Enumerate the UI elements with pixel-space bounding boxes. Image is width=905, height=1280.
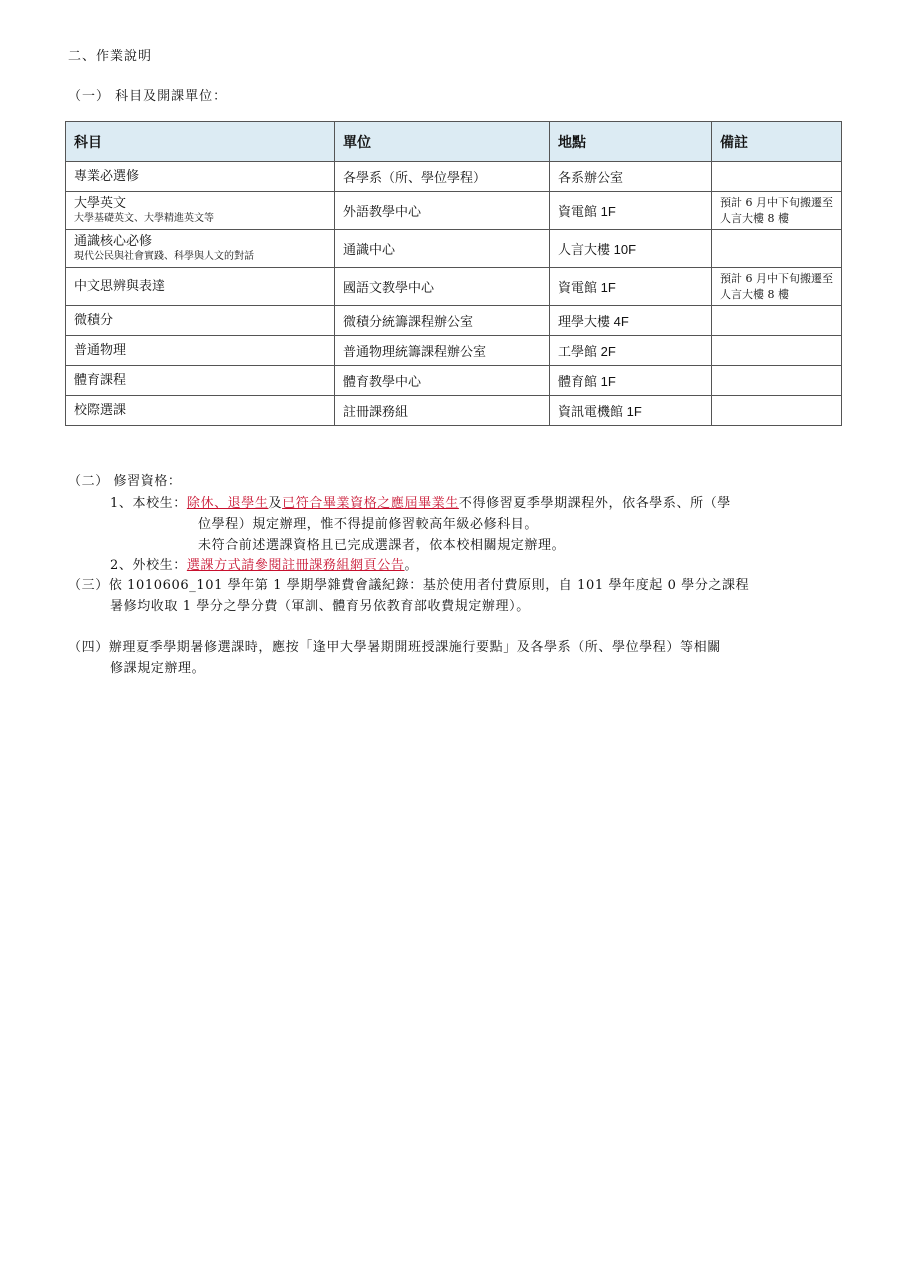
cell-subject: 校際選課 xyxy=(66,396,335,426)
table-row xyxy=(66,192,842,230)
cell-location: 各系辦公室 xyxy=(550,162,712,192)
cell-remark xyxy=(712,306,842,336)
header-subject: 科目 xyxy=(66,122,335,162)
table-row xyxy=(66,366,842,396)
cell-subject: 通識核心必修 現代公民與社會實踐、科學與人文的對話 xyxy=(66,230,335,268)
header-location: 地點 xyxy=(550,122,712,162)
cell-subject: 大學英文 大學基礎英文、大學精進英文等 xyxy=(66,192,335,230)
table-row xyxy=(66,336,842,366)
cell-remark xyxy=(712,162,842,192)
cell-location: 資訊電機館 1F xyxy=(550,396,712,426)
cell-subject: 專業必選修 xyxy=(66,162,335,192)
item-1-line-1: 1、本校生：除休、退學生及已符合畢業資格之應屆畢業生不得修習夏季學期課程外，依各學系、所（學 xyxy=(110,496,731,511)
table-row xyxy=(66,396,842,426)
subsection-2-title: （二） 修習資格： xyxy=(68,474,182,489)
table-row xyxy=(66,230,842,268)
cell-subject: 普通物理 xyxy=(66,336,335,366)
subsection-3-line-2: 暑修均收取 1 學分之學分費（軍訓、體育另依教育部收費規定辦理）。 xyxy=(110,599,530,614)
cell-remark: 預計 6 月中下旬搬遷至人言大樓 8 樓 xyxy=(712,268,842,306)
cell-remark: 預計 6 月中下旬搬遷至人言大樓 8 樓 xyxy=(712,192,842,230)
item-1-line-2: 位學程）規定辦理，惟不得提前修習較高年級必修科目。 xyxy=(198,517,539,532)
cell-subject: 體育課程 xyxy=(66,366,335,396)
cell-unit: 外語教學中心 xyxy=(335,192,550,230)
header-unit: 單位 xyxy=(335,122,550,162)
cell-location: 理學大樓 4F xyxy=(550,306,712,336)
cell-subject-note: 大學基礎英文、大學精進英文等 xyxy=(74,213,214,224)
item-1-highlight-2: 已符合畢業資格之應屆畢業生 xyxy=(282,496,459,511)
cell-subject: 中文思辨與表達 xyxy=(66,268,335,306)
cell-unit: 註冊課務組 xyxy=(335,396,550,426)
cell-unit: 微積分統籌課程辦公室 xyxy=(335,306,550,336)
cell-subject-note: 現代公民與社會實踐、科學與人文的對話 xyxy=(74,251,254,262)
section-title: 二、作業說明 xyxy=(68,49,153,64)
course-table xyxy=(65,121,842,426)
item-1-highlight-1: 除休、退學生 xyxy=(186,496,269,511)
header-remark: 備註 xyxy=(712,122,842,162)
cell-remark xyxy=(712,366,842,396)
cell-remark xyxy=(712,396,842,426)
cell-unit: 體育教學中心 xyxy=(335,366,550,396)
subsection-4-line-2: 修課規定辦理。 xyxy=(110,661,206,676)
cell-remark xyxy=(712,336,842,366)
table-row xyxy=(66,162,842,192)
registration-notice-link[interactable]: 選課方式請參閱註冊課務組網頁公告 xyxy=(186,558,405,573)
cell-unit: 通識中心 xyxy=(335,230,550,268)
table-row xyxy=(66,268,842,306)
cell-subject: 微積分 xyxy=(66,306,335,336)
subsection-3-line-1: （三）依 1010606_101 學年第 1 學期學雜費會議紀錄：基於使用者付費原則，自 101 學年度起 0 學分之課程 xyxy=(68,578,750,593)
cell-unit: 各學系（所、學位學程） xyxy=(335,162,550,192)
item-2-line: 2、外校生：選課方式請參閱註冊課務組網頁公告。 xyxy=(110,558,419,573)
table-header-row xyxy=(66,122,842,162)
cell-location: 工學館 2F xyxy=(550,336,712,366)
subsection-1-title: （一） 科目及開課單位： xyxy=(68,89,228,104)
cell-location: 資電館 1F xyxy=(550,268,712,306)
item-1-line-3: 未符合前述選課資格且已完成選課者，依本校相關規定辦理。 xyxy=(198,538,566,553)
subsection-4-line-1: （四）辦理夏季學期暑修選課時，應按「逢甲大學暑期開班授課施行要點」及各學系（所、學位學程）等相關 xyxy=(68,640,721,655)
cell-remark xyxy=(712,230,842,268)
cell-location: 資電館 1F xyxy=(550,192,712,230)
cell-unit: 普通物理統籌課程辦公室 xyxy=(335,336,550,366)
cell-location: 體育館 1F xyxy=(550,366,712,396)
table-row xyxy=(66,306,842,336)
cell-location: 人言大樓 10F xyxy=(550,230,712,268)
cell-unit: 國語文教學中心 xyxy=(335,268,550,306)
